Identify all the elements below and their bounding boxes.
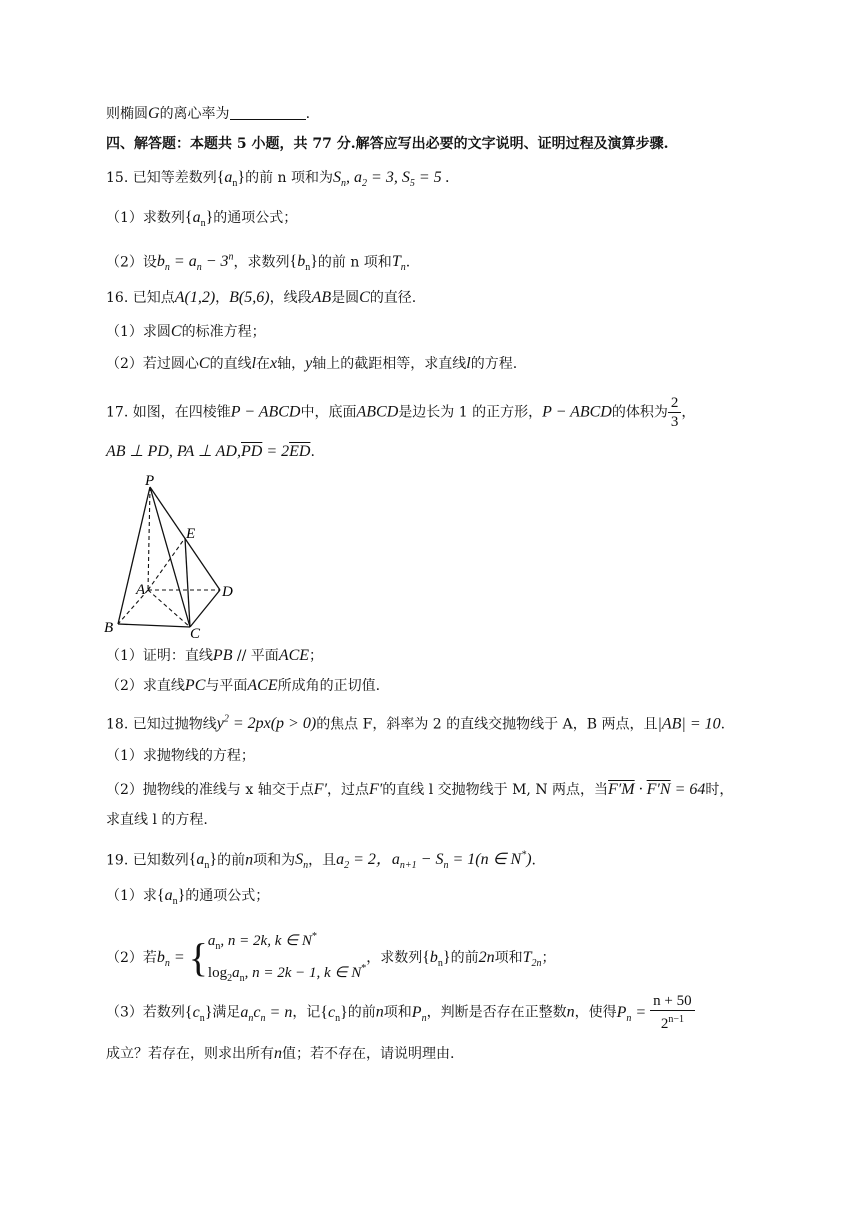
sub: 5 (409, 178, 415, 190)
q17-part1 (106, 646, 323, 666)
text: 是圆 (331, 290, 360, 306)
text: ， (215, 290, 230, 306)
text: 的标准方程； (181, 324, 266, 340)
sub: n (443, 860, 449, 872)
var: = 2， (349, 851, 392, 869)
sub: n (303, 860, 309, 872)
text: ，线段 (269, 290, 312, 306)
sub: 2 (227, 973, 233, 984)
var: a (240, 1003, 249, 1021)
text: 19. 已知数列 (106, 852, 189, 869)
brace: } (310, 253, 318, 271)
pyramid-figure (100, 472, 240, 642)
base: 2 (660, 1016, 669, 1032)
text: 在 (256, 356, 271, 372)
edge-ac (148, 590, 190, 627)
sub: n (335, 1012, 341, 1024)
brace: } (205, 209, 214, 226)
var: S (295, 851, 304, 869)
label-c: C (190, 626, 201, 642)
text: （2）求直线 (106, 678, 185, 694)
sub: n (164, 262, 170, 274)
math (411, 1003, 427, 1024)
text: （2）抛物线的准线与 x 轴交于点 (106, 782, 314, 798)
text: 17. 如图，在四棱锥 (106, 404, 231, 421)
text: . (405, 254, 411, 271)
var: y (216, 715, 224, 733)
var: , n = 2k, k ∈ N (220, 933, 312, 949)
text: 中，底面 (300, 404, 357, 421)
text: 的前 (450, 950, 479, 966)
brace: } (340, 1003, 348, 1021)
text: 的前 n 项和 (317, 254, 392, 271)
var: T (391, 253, 401, 271)
point-f-prime: F′ (313, 781, 327, 798)
q15-part1 (106, 208, 297, 234)
text: ； (309, 648, 324, 664)
text: 的前 (347, 1004, 376, 1021)
brace: { (184, 209, 193, 226)
parabola-eqn (217, 715, 316, 732)
text: ，使得 (574, 1004, 617, 1021)
text: 则椭圆 (106, 106, 148, 122)
text: （1）求圆 (106, 324, 171, 340)
text: 15. 已知等差数列 (106, 170, 217, 186)
point-f-prime: F′ (368, 781, 383, 798)
sub: n (305, 262, 311, 274)
line-l: l (466, 355, 471, 372)
segment-ab: AB (311, 289, 332, 306)
brace: } (442, 949, 451, 966)
var: = 3, S (367, 169, 410, 186)
var-n: n (274, 1045, 282, 1062)
q19-part3-cont (106, 1044, 454, 1064)
text: ，求数列 (366, 950, 423, 966)
case-1 (208, 926, 366, 958)
brace: { (188, 851, 197, 869)
label-d: D (222, 584, 233, 600)
brace: { (320, 1003, 328, 1021)
var-n: n (375, 1003, 384, 1021)
math: $P_n$ = (616, 1003, 651, 1024)
text: 的离心率为 (159, 106, 230, 122)
equals: = 2 (262, 443, 290, 460)
axis-y: y (305, 355, 313, 372)
text: 的方程. (470, 356, 518, 372)
edge-bc (118, 624, 190, 627)
circle-c: C (170, 323, 182, 340)
text: // 平面 (232, 648, 279, 664)
base: ABCD (356, 403, 399, 421)
var-g: G (148, 105, 160, 122)
q18-part2 (106, 780, 733, 800)
math (391, 253, 406, 274)
text: （1）证明：直线 (106, 648, 213, 664)
math (295, 851, 309, 872)
var: = 5 . (414, 169, 450, 186)
vector-ed: $\overline{ED}$ (289, 443, 311, 460)
var: P (616, 1003, 627, 1021)
edge-cd (190, 590, 220, 627)
brace: { (289, 253, 298, 271)
text: 项和为 (253, 852, 296, 869)
sub: n (199, 1012, 205, 1024)
text: ，过点 (326, 782, 369, 798)
q17-part2 (106, 676, 380, 696)
text: 轴上的截距相等，求直线 (312, 356, 467, 372)
q19-part3 (106, 992, 695, 1039)
text: 的前 n 项和为 (245, 170, 334, 186)
brace: } (237, 169, 246, 186)
label-p: P (145, 473, 155, 489)
var: − 3 (201, 253, 229, 271)
var: log (207, 965, 228, 981)
sub: n (200, 218, 206, 230)
text: ， (681, 404, 696, 421)
seq-a (188, 851, 218, 872)
var: c (328, 1003, 336, 1021)
sub: n (421, 1012, 427, 1024)
text: ，求数列 (233, 254, 290, 271)
sub: n (248, 1012, 254, 1024)
sub: n (626, 1012, 632, 1024)
ellipse-eccentricity-line (106, 104, 310, 124)
answer-blank[interactable] (230, 105, 306, 120)
seq-a (216, 169, 246, 190)
axis-x: x (270, 355, 278, 372)
case-2 (208, 958, 366, 990)
text: （1）求 (106, 888, 157, 904)
seq-b (289, 253, 318, 274)
piecewise-cases (208, 926, 366, 990)
sub: n (196, 262, 202, 274)
sub: n (260, 1012, 266, 1024)
text: 的通项公式； (185, 888, 270, 904)
text: . (305, 106, 311, 122)
text: 成立？若存在，则求出所有 (106, 1046, 274, 1062)
text: 18. 已知过抛物线 (106, 716, 217, 733)
circle-c: C (198, 355, 210, 372)
sub: n (232, 178, 238, 190)
sub: n (215, 941, 221, 952)
text: 是边长为 1 的正方形， (398, 404, 543, 421)
var: a (164, 887, 173, 904)
brace: } (177, 887, 186, 904)
text: 项和 (494, 950, 523, 966)
sub: n+1 (399, 860, 417, 872)
text: （3）若数列 (106, 1004, 185, 1021)
text: 16. 已知点 (106, 290, 175, 306)
sub: n (400, 262, 406, 274)
text: （2）若过圆心 (106, 356, 199, 372)
line-pb: PB (212, 647, 233, 664)
var-n: n (566, 1003, 575, 1021)
sup: n−1 (668, 1014, 684, 1025)
text: （2）设 (106, 254, 157, 271)
text: . (720, 716, 726, 733)
brace: } (209, 851, 218, 869)
var: = a (169, 253, 197, 271)
math (333, 169, 450, 190)
sub: n (164, 958, 170, 970)
var: a (207, 933, 216, 949)
var: c (253, 1003, 261, 1021)
dot-operator: · (634, 781, 647, 798)
math (522, 949, 542, 970)
math (336, 850, 532, 872)
text: 满足 (212, 1004, 241, 1021)
math (240, 1003, 293, 1024)
denominator: 3 (670, 414, 679, 430)
q19-stem (106, 846, 536, 877)
q15-stem (106, 168, 450, 194)
q18-stem (106, 710, 725, 734)
var: a (224, 169, 233, 186)
pyramid: P − ABCD (542, 403, 612, 421)
var: a (192, 209, 201, 226)
label-a: A (136, 582, 146, 598)
sup: * (521, 850, 527, 861)
equals-64: = 64 (670, 781, 706, 798)
var: a (232, 965, 240, 981)
text: （1）求数列 (106, 210, 185, 226)
var-2n: 2n (478, 949, 495, 966)
q16-part1 (106, 322, 266, 342)
label-e: E (186, 526, 196, 542)
sup: * (311, 931, 317, 942)
edge-pa (148, 487, 150, 590)
text: . (531, 852, 536, 869)
text: 的焦点 F，斜率为 2 的直线交抛物线于 A，B 两点，且 (316, 716, 658, 733)
point-a: A(1,2) (174, 289, 216, 306)
point-b: B(5,6) (229, 289, 270, 306)
text: （2）若 (106, 950, 157, 966)
q19-part1 (106, 886, 269, 912)
chord-length: |AB| = 10 (657, 715, 721, 733)
brace: } (204, 1003, 213, 1021)
var: T (522, 949, 532, 966)
sup: n (228, 252, 234, 263)
q16-part2 (106, 354, 517, 374)
var: − S (416, 851, 444, 869)
sub: n (437, 958, 443, 970)
var: a (336, 851, 345, 869)
text: 所成角的正切值. (277, 678, 381, 694)
brace: { (156, 887, 165, 904)
sub: n (172, 896, 178, 908)
text: . (310, 444, 315, 460)
seq-a (156, 887, 186, 908)
var: a (196, 851, 205, 869)
q17-conditions (106, 442, 315, 462)
var: , a (346, 169, 363, 186)
var: b (297, 253, 306, 271)
volume-fraction (668, 394, 682, 431)
text: ； (541, 950, 556, 966)
text: 时， (705, 782, 734, 798)
sub: 2 (362, 178, 368, 190)
text: 值；若不存在，请说明理由. (282, 1046, 455, 1062)
edge-pc (150, 487, 190, 627)
sup: * (361, 963, 367, 974)
text: 项和 (383, 1004, 412, 1021)
line-pc: PC (184, 677, 206, 694)
var: c (192, 1003, 200, 1021)
text: ，记 (292, 1004, 321, 1021)
text: 的通项公式； (213, 210, 298, 226)
sub: 2 (344, 860, 350, 872)
vector-fm: F′M (608, 781, 635, 798)
brace: { (184, 1003, 193, 1021)
seq-a (184, 209, 214, 230)
pn-fraction (650, 992, 694, 1033)
var: b (156, 253, 165, 271)
vector-pd: $\overline{PD}$ (240, 443, 263, 460)
var: = 2px(p > 0) (228, 715, 317, 733)
pyramid: P − ABCD (230, 403, 301, 421)
numerator: 2 (668, 394, 682, 413)
var: , n = 2k − 1, k ∈ N (244, 965, 362, 981)
text: 的直径. (369, 290, 417, 306)
sup: 2 (223, 714, 229, 725)
circle-c: C (359, 289, 370, 306)
var: ) (526, 851, 532, 869)
q15-part2 (106, 248, 410, 279)
seq-b (422, 949, 451, 970)
sub: n (204, 860, 210, 872)
sub: 2n (531, 958, 542, 970)
var: = n (265, 1003, 293, 1021)
text: 的直线 l 交抛物线于 M, N 两点，当 (382, 782, 609, 798)
conditions: AB ⊥ PD, PA ⊥ AD, (106, 443, 241, 460)
sub: n (239, 973, 245, 984)
text: ，判断是否存在正整数 (426, 1004, 567, 1021)
q18-part1: （1）求抛物线的方程； (106, 748, 255, 764)
q18-part2-cont: 求直线 l 的方程. (106, 812, 208, 828)
var: = 1(n ∈ N (448, 851, 522, 869)
q19-part2 (106, 926, 556, 990)
var: b (429, 949, 438, 966)
math (156, 252, 234, 274)
cases-brace: { (188, 935, 208, 980)
seq-c (184, 1003, 213, 1024)
numerator: n + 50 (650, 992, 694, 1011)
var: S (333, 169, 342, 186)
brace: { (216, 169, 225, 186)
label-b: B (104, 620, 114, 636)
math (156, 949, 189, 970)
text: 与平面 (205, 678, 248, 694)
brace: { (422, 949, 430, 966)
seq-c (320, 1003, 348, 1024)
sub: n (341, 178, 347, 190)
section-header: 四、解答题：本题共 5 小题，共 77 分.解答应写出必要的文字说明、证明过程及演算步骤. (106, 136, 669, 152)
q17-stem (106, 394, 695, 431)
q16-stem (106, 288, 416, 308)
plane-ace: ACE (247, 677, 278, 694)
var: = (169, 949, 189, 966)
text: 轴， (277, 356, 306, 372)
plane-ace: ACE (278, 647, 310, 664)
var: P (411, 1003, 422, 1021)
edge-pb (118, 487, 150, 624)
vector-fn: F′N (646, 781, 671, 798)
var: b (156, 949, 165, 966)
var-n: n (245, 851, 254, 869)
line-l: l (251, 355, 257, 372)
text: 的前 (217, 852, 246, 869)
text: 的直线 (209, 356, 252, 372)
text: 的体积为 (611, 404, 668, 421)
var: a (391, 851, 400, 869)
denominator (650, 1011, 694, 1033)
text: ，且 (308, 852, 337, 869)
